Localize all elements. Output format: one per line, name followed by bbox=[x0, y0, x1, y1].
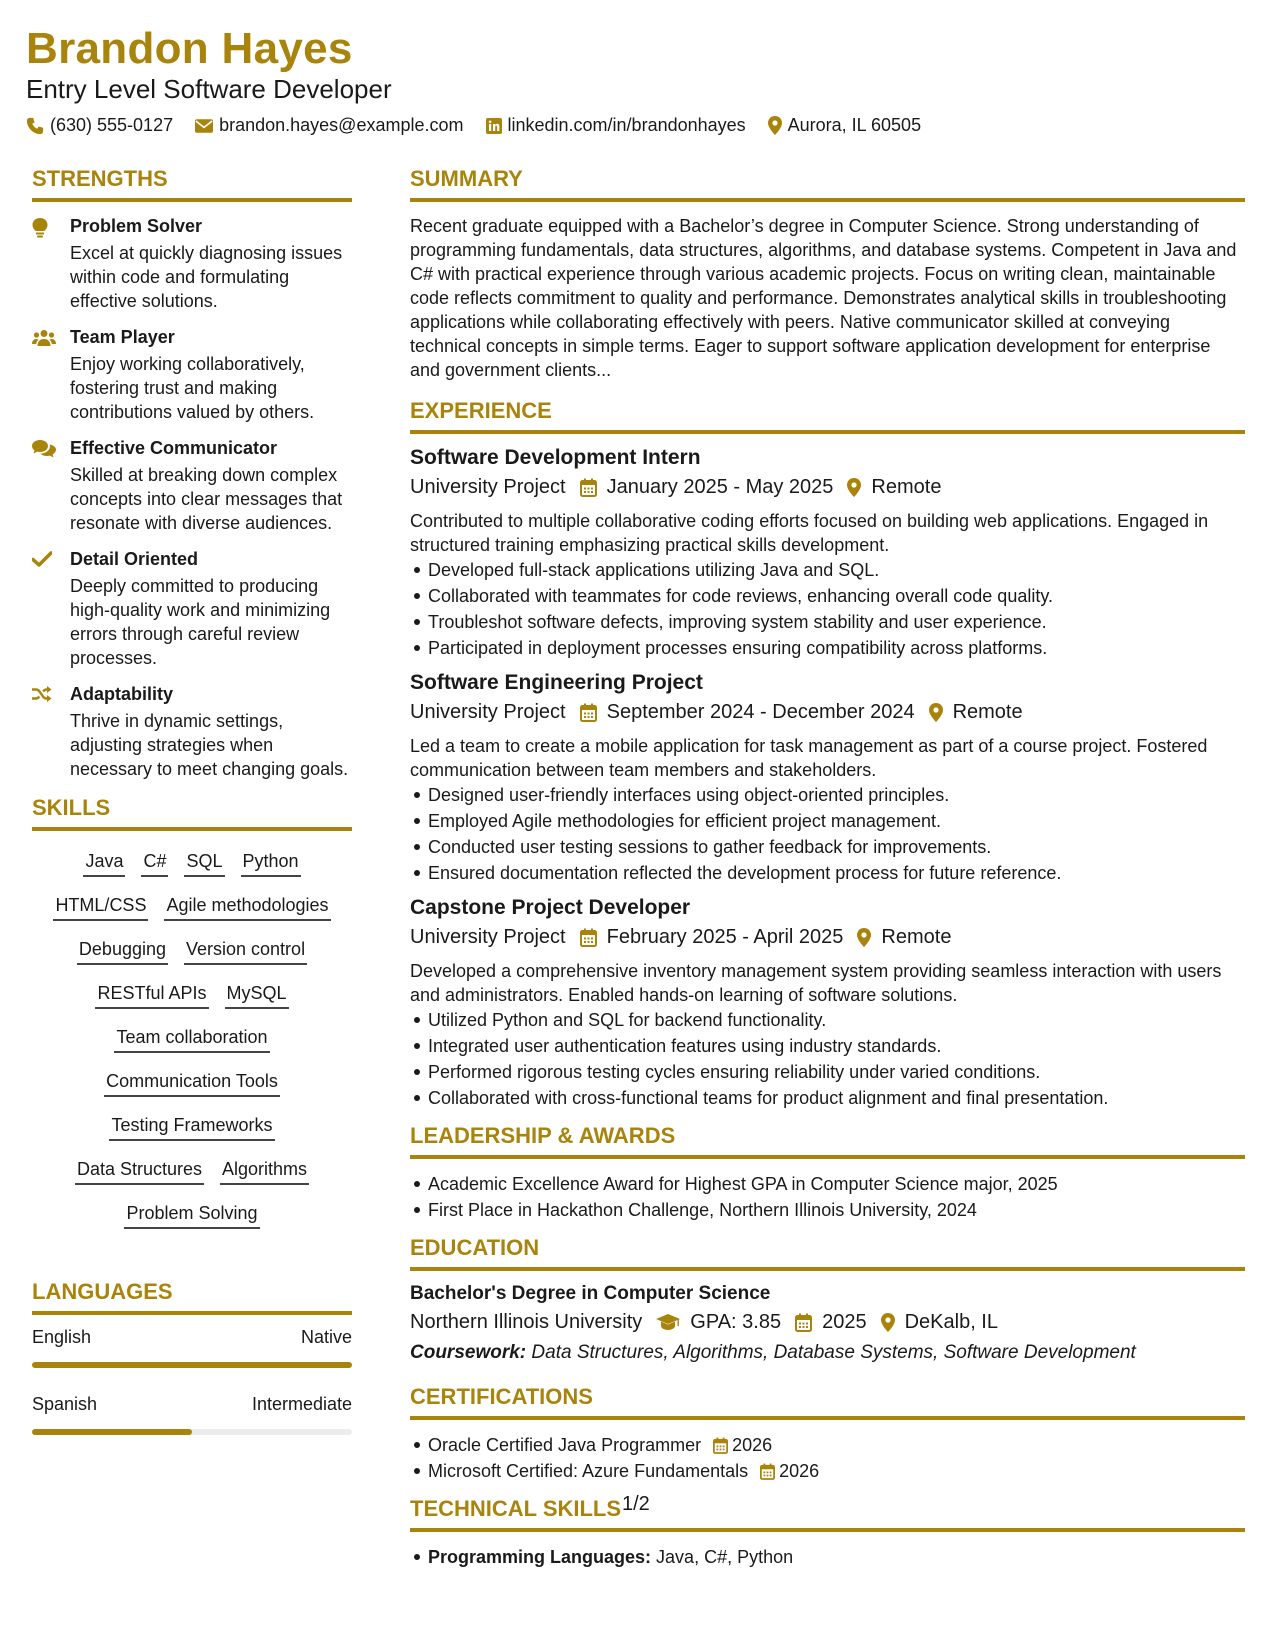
language-bar-fill bbox=[32, 1429, 192, 1435]
graduation-cap-icon bbox=[656, 1314, 680, 1331]
skill-tag: RESTful APIs bbox=[95, 983, 208, 1009]
job-dates: February 2025 - April 2025 bbox=[606, 926, 844, 948]
language-name: Spanish bbox=[32, 1394, 98, 1414]
technical-skills-heading: TECHNICAL SKILLS bbox=[410, 1496, 1245, 1532]
calendar-icon bbox=[580, 478, 597, 497]
map-pin-icon bbox=[847, 478, 861, 497]
job-bullet: Ensured documentation reflected the development process for future reference. bbox=[410, 860, 1245, 886]
job-meta bbox=[410, 701, 1245, 724]
gpa: GPA: 3.85 bbox=[690, 1311, 782, 1333]
language-bar-fill bbox=[32, 1362, 352, 1368]
job-bullet: Performed rigorous testing cycles ensuring reliability under varied conditions. bbox=[410, 1059, 1245, 1085]
certifications-list bbox=[410, 1432, 1245, 1484]
language-row bbox=[32, 1327, 352, 1348]
strength-item bbox=[32, 684, 352, 781]
languages-heading: LANGUAGES bbox=[32, 1279, 352, 1315]
skill-tag: Python bbox=[241, 851, 301, 877]
skill-tag: C# bbox=[141, 851, 168, 877]
summary-heading: SUMMARY bbox=[410, 166, 1245, 202]
job-location: Remote bbox=[881, 926, 952, 948]
comments-icon bbox=[32, 440, 56, 458]
contact-location bbox=[768, 115, 921, 136]
envelope-icon bbox=[195, 119, 213, 133]
left-column bbox=[32, 166, 352, 1461]
skills-heading: SKILLS bbox=[32, 795, 352, 831]
strength-title: Effective Communicator bbox=[70, 438, 278, 458]
technical-skills-list bbox=[410, 1544, 1245, 1570]
job-bullet: Participated in deployment processes ensuring compatibility across platforms. bbox=[410, 635, 1245, 661]
award-item: Academic Excellence Award for Highest GPA in Computer Science major, 2025 bbox=[410, 1171, 1245, 1197]
graduation-year: 2025 bbox=[822, 1311, 867, 1333]
job-description: Led a team to create a mobile application for task management as part of a course project. Fostered communication between team members and stakeholders. bbox=[410, 736, 1208, 780]
contact-bar bbox=[26, 115, 943, 136]
language-level: Native bbox=[300, 1327, 352, 1347]
strengths-heading: STRENGTHS bbox=[32, 166, 352, 202]
experience-heading: EXPERIENCE bbox=[410, 398, 1245, 434]
skill-tag: Debugging bbox=[77, 939, 168, 965]
page-number: 1/2 bbox=[622, 1493, 650, 1515]
linkedin-icon bbox=[486, 118, 502, 134]
job-entry bbox=[410, 896, 1245, 1111]
job-meta bbox=[410, 476, 1245, 499]
skill-tag: Data Structures bbox=[75, 1159, 204, 1185]
job-entry bbox=[410, 446, 1245, 661]
skill-tag: Version control bbox=[184, 939, 307, 965]
strength-desc: Thrive in dynamic settings, adjusting strategies when necessary to meet changing goals. bbox=[70, 711, 349, 779]
leadership-heading: LEADERSHIP & AWARDS bbox=[410, 1123, 1245, 1159]
strength-item bbox=[32, 327, 352, 424]
strength-desc: Deeply committed to producing high-quality work and minimizing errors through careful review processes. bbox=[70, 576, 331, 668]
strength-item bbox=[32, 216, 352, 313]
languages-list bbox=[32, 1327, 352, 1435]
school-location: DeKalb, IL bbox=[904, 1311, 998, 1333]
certification-name: Microsoft Certified: Azure Fundamentals bbox=[428, 1461, 749, 1481]
technical-skill-value: Java, C#, Python bbox=[656, 1547, 794, 1567]
language-row bbox=[32, 1394, 352, 1415]
candidate-name: Brandon Hayes bbox=[26, 24, 353, 73]
job-location: Remote bbox=[952, 701, 1023, 723]
calendar-icon bbox=[795, 1313, 812, 1332]
job-bullets bbox=[410, 557, 1245, 661]
map-pin-icon bbox=[929, 703, 943, 722]
skill-tag: Testing Frameworks bbox=[109, 1115, 274, 1141]
skill-tag: Team collaboration bbox=[114, 1027, 269, 1053]
lightbulb-icon bbox=[32, 218, 48, 238]
skill-tag: Problem Solving bbox=[124, 1203, 259, 1229]
language-bar bbox=[32, 1429, 352, 1435]
technical-skill-item bbox=[410, 1544, 1245, 1570]
calendar-icon bbox=[713, 1437, 728, 1454]
job-org: University Project bbox=[410, 476, 566, 498]
map-pin-icon bbox=[768, 116, 782, 135]
job-entry bbox=[410, 671, 1245, 886]
check-icon bbox=[32, 551, 52, 567]
certification-year: 2026 bbox=[732, 1435, 773, 1455]
job-description: Contributed to multiple collaborative coding efforts focused on building web applications. Engaged in structured training emphasizing practical skills development. bbox=[410, 511, 1209, 555]
language-bar bbox=[32, 1362, 352, 1368]
job-dates: January 2025 - May 2025 bbox=[606, 476, 834, 498]
job-location: Remote bbox=[871, 476, 942, 498]
certification-item bbox=[410, 1458, 1245, 1484]
job-dates: September 2024 - December 2024 bbox=[606, 701, 915, 723]
job-org: University Project bbox=[410, 926, 566, 948]
job-meta bbox=[410, 926, 1245, 949]
technical-skill-label: Programming Languages: bbox=[428, 1547, 652, 1567]
strengths-list bbox=[32, 214, 352, 781]
education-heading: EDUCATION bbox=[410, 1235, 1245, 1271]
job-org: University Project bbox=[410, 701, 566, 723]
job-title: Software Engineering Project bbox=[410, 671, 703, 694]
map-pin-icon bbox=[881, 1313, 895, 1332]
coursework-list: Data Structures, Algorithms, Database Systems, Software Development bbox=[531, 1342, 1136, 1363]
calendar-icon bbox=[580, 703, 597, 722]
job-bullet: Developed full-stack applications utilizing Java and SQL. bbox=[410, 557, 1245, 583]
calendar-icon bbox=[580, 928, 597, 947]
skill-tag: Communication Tools bbox=[104, 1071, 280, 1097]
award-item: First Place in Hackathon Challenge, Northern Illinois University, 2024 bbox=[410, 1197, 1245, 1223]
certifications-heading: CERTIFICATIONS bbox=[410, 1384, 1245, 1420]
job-bullet: Integrated user authentication features using industry standards. bbox=[410, 1033, 1245, 1059]
job-bullet: Conducted user testing sessions to gather feedback for improvements. bbox=[410, 834, 1245, 860]
job-title: Software Development Intern bbox=[410, 446, 701, 469]
strength-title: Problem Solver bbox=[70, 216, 203, 236]
strength-desc: Skilled at breaking down complex concepts into clear messages that resonate with diverse audiences. bbox=[70, 465, 343, 533]
job-bullet: Designed user-friendly interfaces using object-oriented principles. bbox=[410, 782, 1245, 808]
location-text: Aurora, IL 60505 bbox=[787, 115, 922, 135]
school-name: Northern Illinois University bbox=[410, 1311, 643, 1333]
coursework-label: Coursework: bbox=[410, 1342, 527, 1363]
certification-name: Oracle Certified Java Programmer bbox=[428, 1435, 702, 1455]
candidate-title: Entry Level Software Developer bbox=[26, 74, 392, 104]
coursework bbox=[410, 1342, 1245, 1364]
job-bullet: Utilized Python and SQL for backend functionality. bbox=[410, 1007, 1245, 1033]
linkedin-text: linkedin.com/in/brandonhayes bbox=[507, 115, 746, 135]
job-bullets bbox=[410, 1007, 1245, 1111]
contact-email[interactable] bbox=[195, 115, 463, 136]
skill-tag: Agile methodologies bbox=[164, 895, 330, 921]
strength-desc: Enjoy working collaboratively, fostering trust and making contributions valued by others. bbox=[70, 354, 315, 422]
email-text: brandon.hayes@example.com bbox=[219, 115, 464, 135]
summary-text: Recent graduate equipped with a Bachelor’s degree in Computer Science. Strong understanding of programming fundamentals, data structures, algorithms, and database systems. Competent in Java and C# with practical experience through various academic projects. Focus on writing clean, maintainable code reflects commitment to quality and performance. Demonstrates analytical skills in troubleshooting applications while collaborating effectively with peers. Native communicator skilled at conveying technical concepts in simple terms. Eager to support software application development for enterprise and government clients... bbox=[410, 216, 1237, 380]
right-column bbox=[410, 166, 1245, 1570]
job-bullet: Troubleshot software defects, improving system stability and user experience. bbox=[410, 609, 1245, 635]
certification-item bbox=[410, 1432, 1245, 1458]
strength-item bbox=[32, 549, 352, 670]
job-bullet: Collaborated with cross-functional teams for product alignment and final presentation. bbox=[410, 1085, 1245, 1111]
contact-linkedin[interactable] bbox=[486, 115, 746, 136]
skill-tag: Algorithms bbox=[220, 1159, 309, 1185]
phone-text: (630) 555-0127 bbox=[50, 115, 174, 135]
job-title: Capstone Project Developer bbox=[410, 896, 691, 919]
education-meta bbox=[410, 1311, 1245, 1334]
contact-phone[interactable] bbox=[26, 115, 173, 136]
skill-tag: HTML/CSS bbox=[53, 895, 148, 921]
strength-item bbox=[32, 438, 352, 535]
phone-icon bbox=[26, 117, 44, 135]
language-level: Intermediate bbox=[251, 1394, 352, 1414]
shuffle-icon bbox=[32, 686, 52, 702]
strength-title: Adaptability bbox=[70, 684, 174, 704]
strength-desc: Excel at quickly diagnosing issues within code and formulating effective solutions. bbox=[70, 243, 343, 311]
certification-year: 2026 bbox=[779, 1461, 820, 1481]
skill-tag: Java bbox=[83, 851, 125, 877]
skill-tag: MySQL bbox=[225, 983, 289, 1009]
users-icon bbox=[32, 329, 56, 347]
degree-title: Bachelor's Degree in Computer Science bbox=[410, 1283, 771, 1304]
leadership-list bbox=[410, 1171, 1245, 1223]
map-pin-icon bbox=[857, 928, 871, 947]
calendar-icon bbox=[760, 1463, 775, 1480]
strength-title: Detail Oriented bbox=[70, 549, 199, 569]
strength-title: Team Player bbox=[70, 327, 175, 347]
job-bullet: Collaborated with teammates for code reviews, enhancing overall code quality. bbox=[410, 583, 1245, 609]
skill-tag: SQL bbox=[184, 851, 224, 877]
job-description: Developed a comprehensive inventory management system providing seamless interaction with users and administrators. Enabled hands-on learning of software solutions. bbox=[410, 961, 1222, 1005]
language-name: English bbox=[32, 1327, 92, 1347]
job-bullets bbox=[410, 782, 1245, 886]
job-bullet: Employed Agile methodologies for efficient project management. bbox=[410, 808, 1245, 834]
skills-list bbox=[32, 843, 352, 1247]
